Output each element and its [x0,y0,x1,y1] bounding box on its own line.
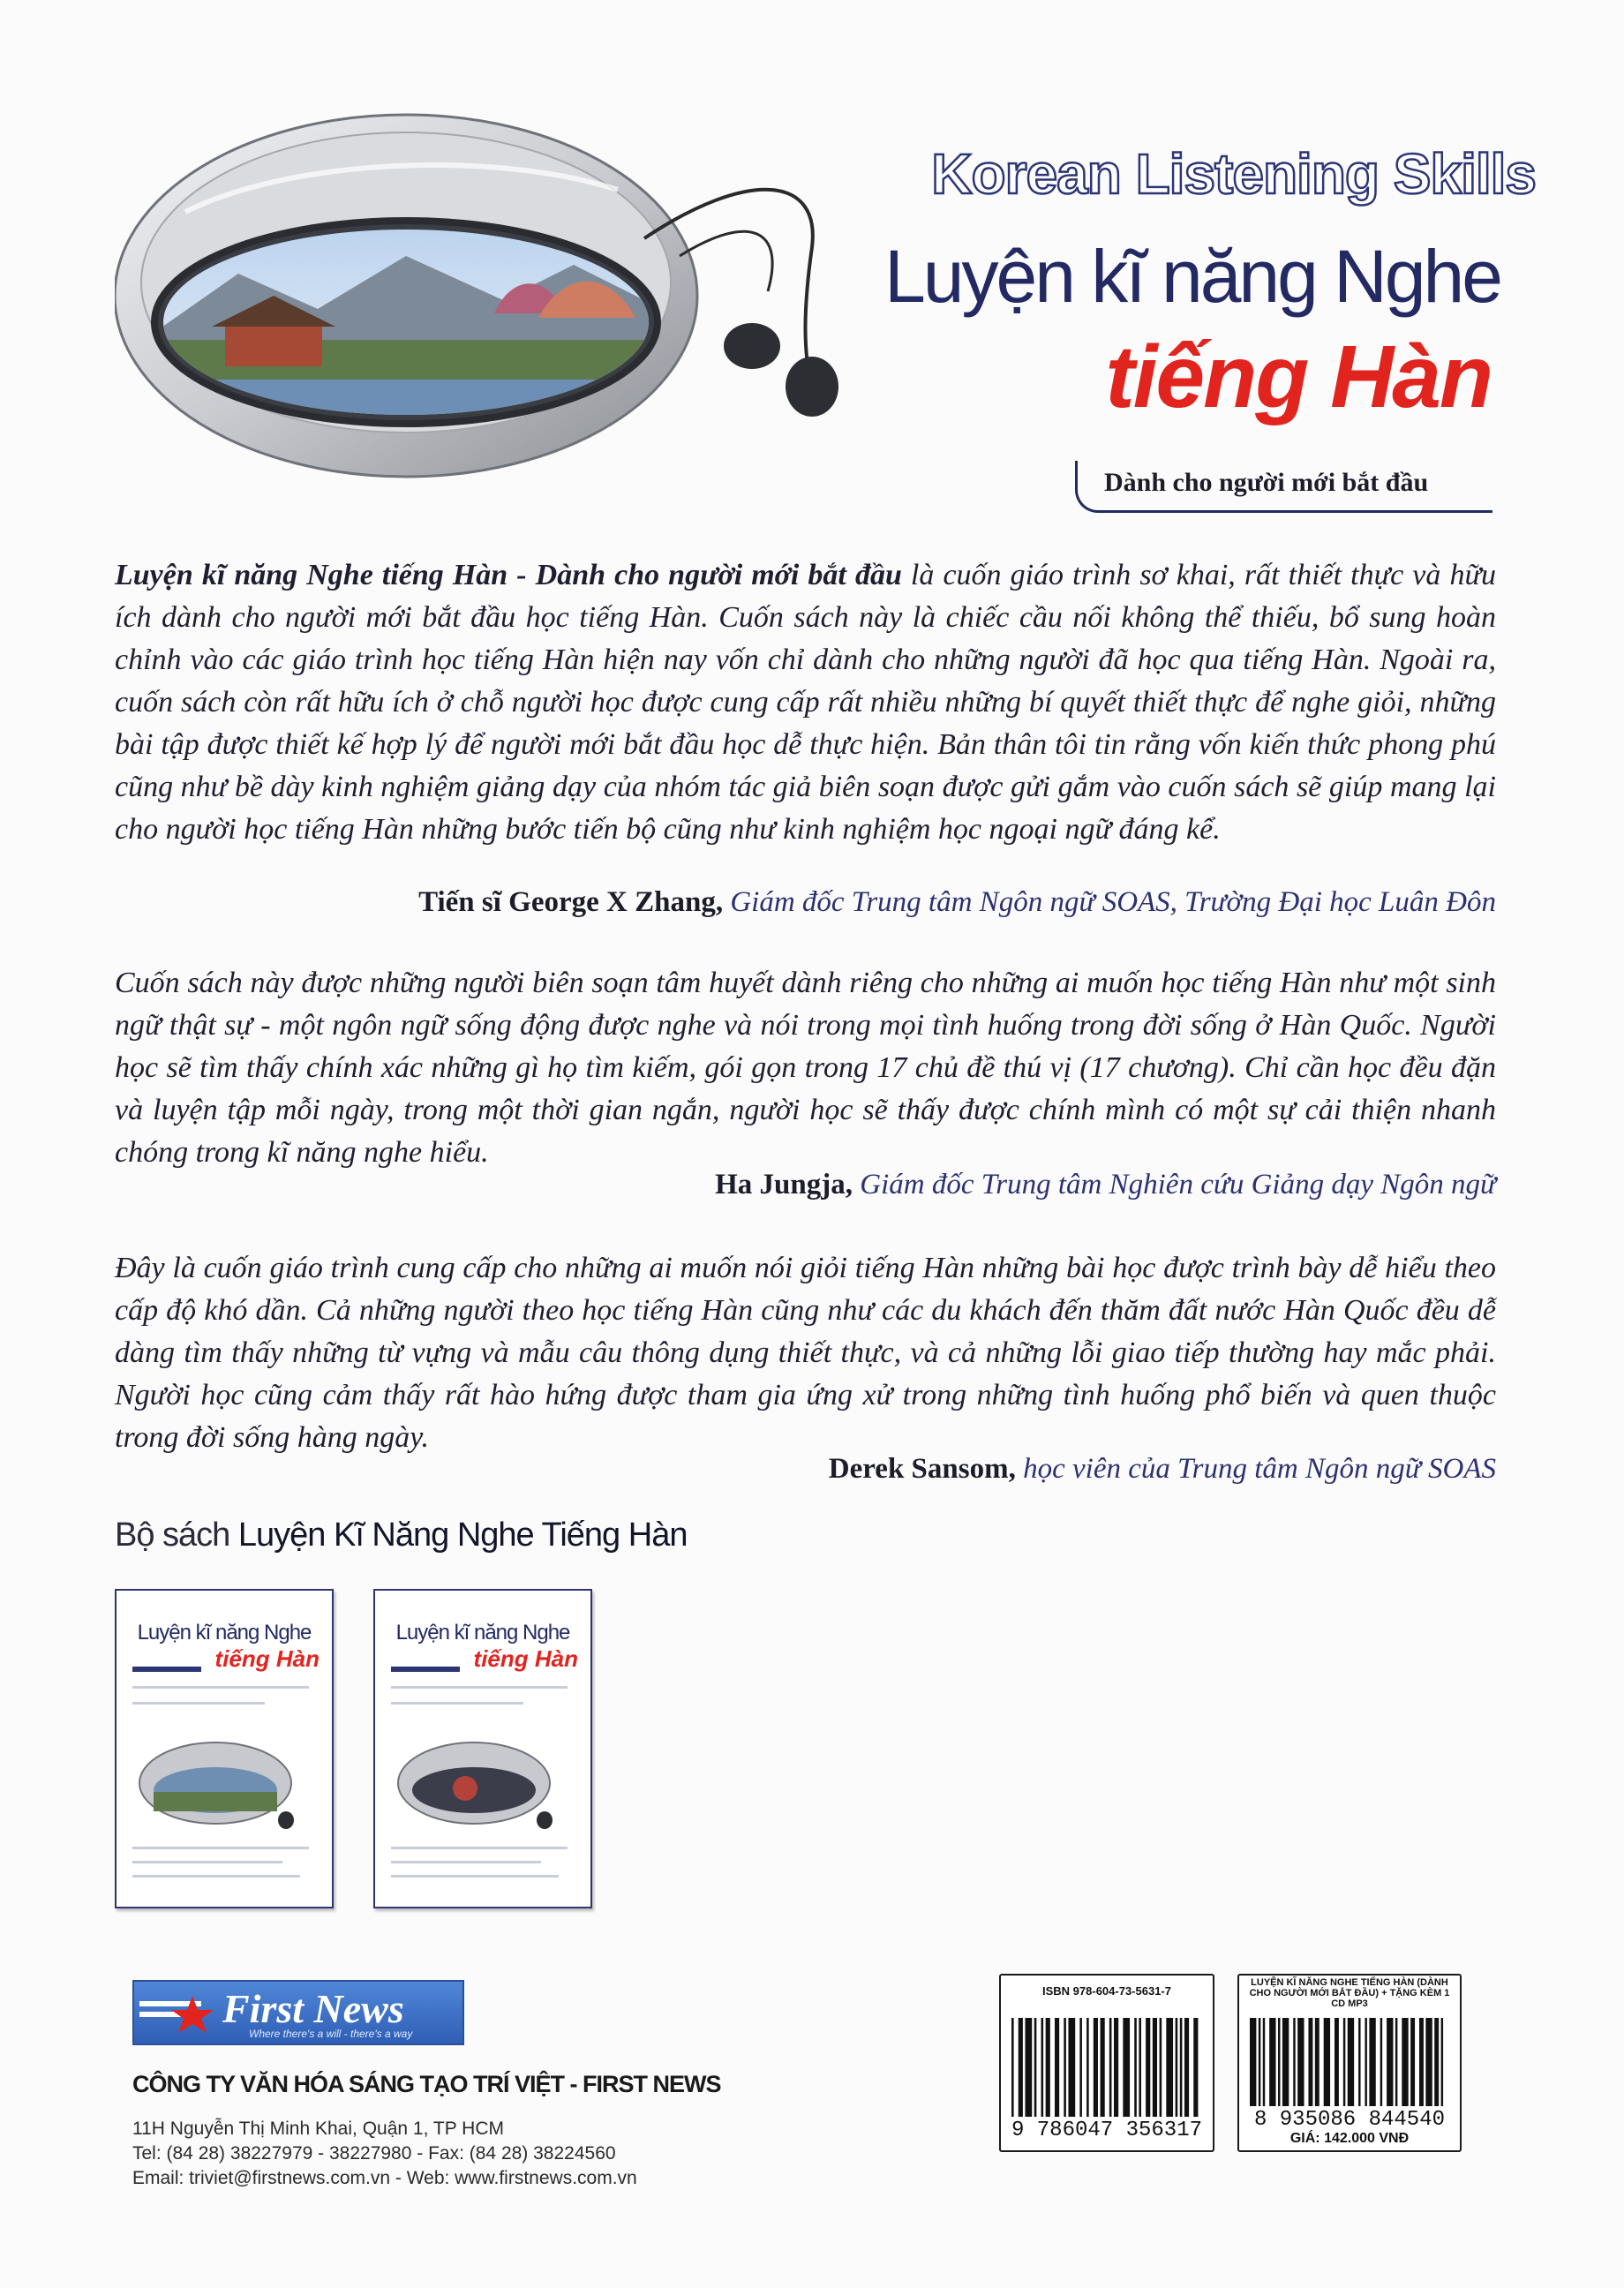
barcode-bar [1434,2018,1439,2106]
barcode-bar [1402,2018,1408,2106]
barcode-bar [1123,2018,1130,2117]
price-barcode [1237,1974,1462,2152]
book-title: Luyện kĩ năng Nghe [395,1621,570,1644]
reviewer-name: Ha Jungja, [715,1169,853,1200]
review-text: Đây là cuốn giáo trình cung cấp cho những ai muốn nói giỏi tiếng Hàn những bài học được trình bày dễ hiểu theo cấp độ khó dần. Cả những người theo học tiếng Hàn cũng như các du khách đến thăm đất nước Hàn Quốc đều dễ dàng tìm thấy những từ vựng và mẫu câu thông dụng thiết thực, và cả những lỗi giao tiếp thường hay mắc phải. Người học cũng cảm thấy rất hào hứng được tham gia ứng xử trong những tình huống phổ biến và quen thuộc trong đời sống hàng ngày. [115,1252,1496,1454]
price-label: GIÁ: 142.000 VNĐ [1289,2131,1410,2146]
barcode-bar [1166,2018,1173,2117]
series-heading [115,1517,687,1554]
barcode-bar [1369,2018,1375,2106]
barcode-bar [1324,2018,1330,2106]
price-barcode-header: LUYỆN KĨ NĂNG NGHE TIẾNG HÀN (DÀNH CHO NGƯỜI MỚI BẮT ĐẦU) + TẶNG KÈM 1 CD MP3 [1249,1977,1450,2009]
book-subtitle: tiếng Hàn [214,1645,320,1672]
barcode-bar [1293,2018,1295,2106]
barcode-bar [1348,2018,1354,2106]
series-name: Luyện Kĩ Năng Nghe Tiếng Hàn [237,1517,688,1554]
reviewer-name: Tiến sĩ George X Zhang, [418,886,724,918]
barcode-bar [1269,2018,1275,2106]
barcode-bar [1193,2018,1198,2117]
reviewer-role: học viên của Trung tâm Ngôn ngữ SOAS [1015,1453,1496,1485]
barcode-bars [1250,2018,1447,2106]
barcode-bar [1176,2018,1178,2117]
cd-player-illustration [115,106,874,494]
barcode-bar [1308,2018,1312,2106]
logo-tagline: Where there's a will - there's a way [249,2028,413,2040]
book-text-line [132,1847,309,1849]
book-cd-icon [136,1739,312,1836]
barcode-bar [1019,2018,1023,2117]
barcode-bar [1358,2018,1360,2106]
barcode-bar [1139,2018,1141,2117]
isbn-number: 9 786047 356317 [1011,2119,1203,2142]
barcode-bar [1315,2018,1320,2106]
barcode-bar [1153,2018,1157,2117]
review-paragraph-2 [115,962,1496,1174]
barcode-bar [1046,2018,1050,2117]
isbn-barcode [999,1974,1214,2152]
review-text: là cuốn giáo trình sơ khai, rất thiết thực và hữu ích dành cho người mới bắt đầu học tiếng Hàn. Cuốn sách này là chiếc cầu nối không thể thiếu, bổ sung hoàn chỉnh vào các giáo trình học tiếng Hàn hiện nay vốn chỉ dành cho những người đã học qua tiếng Hàn. Ngoài ra, cuốn sách còn rất hữu ích ở chỗ người học được cung cấp rất nhiều những bí quyết thiết thực để nghe giỏi, những bài tập được thiết kế hợp lý để người mới bắt đầu học dễ thực hiện. Bản thân tôi tin rằng vốn kiến thức phong phú cũng như bề dày kinh nghiệm giảng dạy của nhóm tác giả biên soạn được gửi gắm vào cuốn sách sẽ giúp mang lại cho người học tiếng Hàn những bước tiến bộ cũng như kinh nghiệm học ngoại ngữ đáng kể. [115,559,1496,846]
barcode-bar [1094,2018,1098,2117]
barcode-bar [1101,2018,1105,2117]
barcode-bar [1410,2018,1415,2106]
barcode-bar [1380,2018,1382,2106]
barcode-bar [1055,2018,1059,2117]
barcode-bar [1335,2018,1339,2106]
subtitle-tag [1075,461,1492,513]
barcode-bar [1184,2018,1189,2117]
book-subtitle: tiếng Hàn [473,1645,578,1672]
publisher-phone: Tel: (84 28) 38227979 - 38227980 - Fax: (84 28) 38224560 [132,2143,616,2164]
review-text: Cuốn sách này được những người biên soạn tâm huyết dành riêng cho những ai muốn học tiếng Hàn như một sinh ngữ thật sự - một ngôn ngữ sống động được nghe và nói trong mọi tình huống trong đời sống ở Hàn Quốc. Người học sẽ tìm thấy chính xác những gì họ tìm kiếm, gói gọn trong 17 chủ đề thú vị (17 chương). Chỉ cần học đều đặn và luyện tập mỗi ngày, trong một thời gian ngắn, người học sẽ thấy được chính mình có một sự cải thiện nhanh chóng trong kĩ năng nghe hiểu. [115,967,1496,1169]
review-attribution-3 [115,1448,1496,1490]
book-title: Luyện kĩ năng Nghe [137,1621,312,1644]
review-paragraph-3 [115,1247,1496,1459]
reviewer-role: Giám đốc Trung tâm Ngôn ngữ SOAS, Trường Đại học Luân Đôn [723,886,1496,918]
book-text-line [132,1861,282,1863]
barcode-bar [1025,2018,1032,2117]
barcode-bar [1263,2018,1265,2106]
first-news-logo [132,1980,464,2045]
series-book-cover-2 [373,1589,592,1908]
barcode-bar [1064,2018,1066,2117]
title-vietnamese-highlight: tiếng Hàn [1105,327,1492,426]
review-attribution-2 [115,1163,1496,1206]
isbn-header: ISBN 978-604-73-5631-7 [1042,1984,1171,1998]
subtitle-text: Dành cho người mới bắt đầu [1104,468,1429,497]
barcode-bar [1250,2018,1256,2106]
barcode-bar [1395,2018,1397,2106]
barcode-bars [1011,2018,1200,2117]
barcode-bar [1146,2018,1150,2117]
barcode-bar [1180,2018,1183,2117]
barcode-bar [1365,2018,1366,2106]
barcode-bar [1259,2018,1260,2106]
barcode-bar [1160,2018,1162,2117]
logo-name: First News [222,1986,404,2031]
barcode-bar [1425,2018,1432,2106]
price-barcode-number: 8 935086 844540 [1253,2108,1446,2132]
star-icon [139,1983,219,2042]
reviewer-role: Giám đốc Trung tâm Nghiên cứu Giảng dạy Ngôn ngữ [853,1169,1496,1200]
title-vietnamese: Luyện kĩ năng Nghe [884,235,1500,318]
barcode-bar [1011,2018,1014,2117]
book-text-line [132,1686,309,1689]
barcode-bar [1297,2018,1304,2106]
barcode-bar [1114,2018,1118,2117]
book-cd-icon [395,1739,571,1836]
barcode-bar [1041,2018,1044,2117]
barcode-bar [1068,2018,1075,2117]
publisher-contact: Email: triviet@firstnews.com.vn - Web: www.firstnews.com.vn [132,2168,637,2188]
book-text-line [391,1875,559,1878]
book-text-line [391,1861,541,1863]
barcode-bar [1034,2018,1037,2117]
barcode-bar [1387,2018,1393,2106]
barcode-bar [1086,2018,1089,2117]
barcode-bar [1343,2018,1345,2106]
review-attribution-1 [115,881,1496,923]
book-text-line [132,1875,300,1878]
series-prefix: Bộ sách [115,1517,238,1554]
book-text-line [391,1702,523,1705]
book-text-line [132,1702,265,1705]
book-text-line [391,1686,568,1689]
barcode-bar [1079,2018,1082,2117]
reviewer-name: Derek Sansom, [828,1453,1016,1485]
barcode-bar [1419,2018,1424,2106]
publisher-company: CÔNG TY VĂN HÓA SÁNG TẠO TRÍ VIỆT - FIRST NEWS [132,2071,721,2097]
barcode-bar [1278,2018,1280,2106]
publisher-address: 11H Nguyễn Thị Minh Khai, Quận 1, TP HCM [132,2119,504,2139]
barcode-bar [1441,2018,1443,2106]
series-book-cover-1 [115,1589,334,1908]
barcode-bar [1134,2018,1137,2117]
book-text-line [391,1847,568,1849]
review-lead: Luyện kĩ năng Nghe tiếng Hàn - Dành cho người mới bắt đầu [115,559,902,591]
barcode-bar [1282,2018,1289,2106]
barcode-bar [1109,2018,1112,2117]
title-english: Korean Listening Skills [931,142,1536,206]
review-paragraph-1 [115,554,1496,851]
